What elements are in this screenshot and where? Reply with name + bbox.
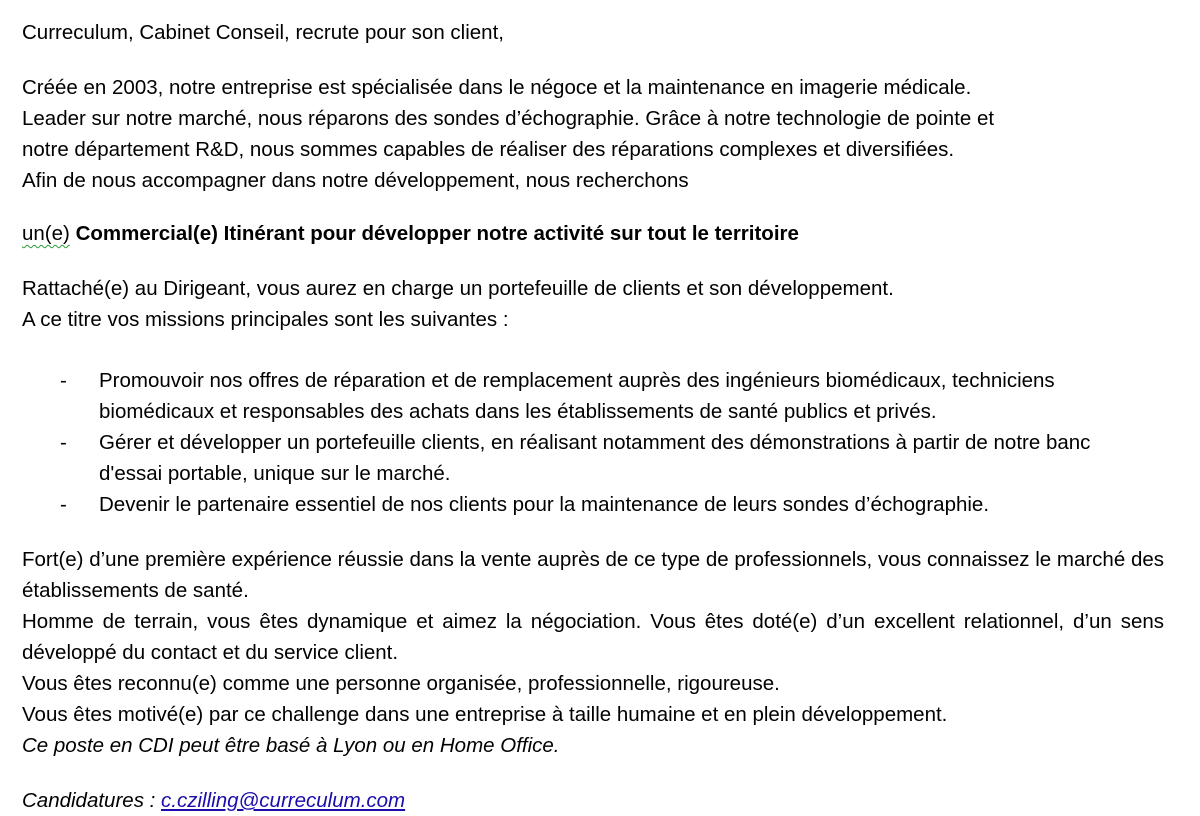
- intro-line: notre département R&D, nous sommes capables de réaliser des réparations complexes et diversifiées.: [22, 138, 955, 161]
- mission-item: [22, 489, 1159, 520]
- company-intro: [22, 72, 1164, 196]
- spacer: [22, 335, 1164, 365]
- spacer: [22, 761, 1164, 785]
- role-line: Rattaché(e) au Dirigeant, vous aurez en charge un portefeuille de clients et son développement.: [22, 277, 894, 300]
- spacer: [22, 520, 1164, 544]
- position-prefix: un(e): [22, 222, 70, 245]
- spacer: [22, 249, 1164, 273]
- application-label: Candidatures :: [22, 789, 162, 812]
- profile-location: Ce poste en CDI peut être basé à Lyon ou en Home Office.: [22, 734, 560, 757]
- list-bullet: -: [60, 369, 67, 392]
- missions-list: [22, 365, 1164, 520]
- role-description: [22, 273, 1164, 335]
- role-line: A ce titre vos missions principales sont les suivantes :: [22, 308, 509, 331]
- candidate-profile: [22, 544, 1164, 761]
- spacer: [22, 196, 1164, 218]
- profile-terrain: Homme de terrain, vous êtes dynamique et aimez la négociation. Vous êtes doté(e) d’un excellent relationnel, d’un sens développé du contact et du service client.: [22, 610, 1164, 664]
- mission-text: Gérer et développer un portefeuille clients, en réalisant notamment des démonstrations à partir de notre banc d'essai portable, unique sur le marché.: [99, 431, 1091, 485]
- mission-text: Promouvoir nos offres de réparation et de remplacement auprès des ingénieurs biomédicaux, techniciens biomédicaux et responsables des achats dans les établissements de santé publics et privés.: [99, 369, 1055, 423]
- job-posting-document: [22, 17, 1164, 816]
- mission-text: Devenir le partenaire essentiel de nos clients pour la maintenance de leurs sondes d’échographie.: [99, 493, 990, 516]
- profile-experience: Fort(e) d’une première expérience réussie dans la vente auprès de ce type de professionnels, vous connaissez le marché des établissements de santé.: [22, 548, 1164, 602]
- spacer: [22, 48, 1164, 72]
- intro-line: Créée en 2003, notre entreprise est spécialisée dans le négoce et la maintenance en imagerie médicale.: [22, 76, 972, 99]
- mission-item: [22, 365, 1159, 427]
- application-line: [22, 785, 1164, 816]
- position-title-text: Commercial(e) Itinérant pour développer notre activité sur tout le territoire: [75, 222, 799, 245]
- greeting-line: Curreculum, Cabinet Conseil, recrute pour son client,: [22, 21, 504, 44]
- mission-item: [22, 427, 1159, 489]
- application-email-link[interactable]: c.czilling@curreculum.com: [161, 789, 406, 812]
- intro-line: Leader sur notre marché, nous réparons des sondes d’échographie. Grâce à notre technologie de pointe et: [22, 107, 995, 130]
- position-title: [22, 218, 1164, 249]
- profile-organized: Vous êtes reconnu(e) comme une personne organisée, professionnelle, rigoureuse.: [22, 672, 780, 695]
- intro-line: Afin de nous accompagner dans notre développement, nous recherchons: [22, 169, 689, 192]
- list-bullet: -: [60, 493, 67, 516]
- profile-motivated: Vous êtes motivé(e) par ce challenge dans une entreprise à taille humaine et en plein développement.: [22, 703, 948, 726]
- list-bullet: -: [60, 431, 67, 454]
